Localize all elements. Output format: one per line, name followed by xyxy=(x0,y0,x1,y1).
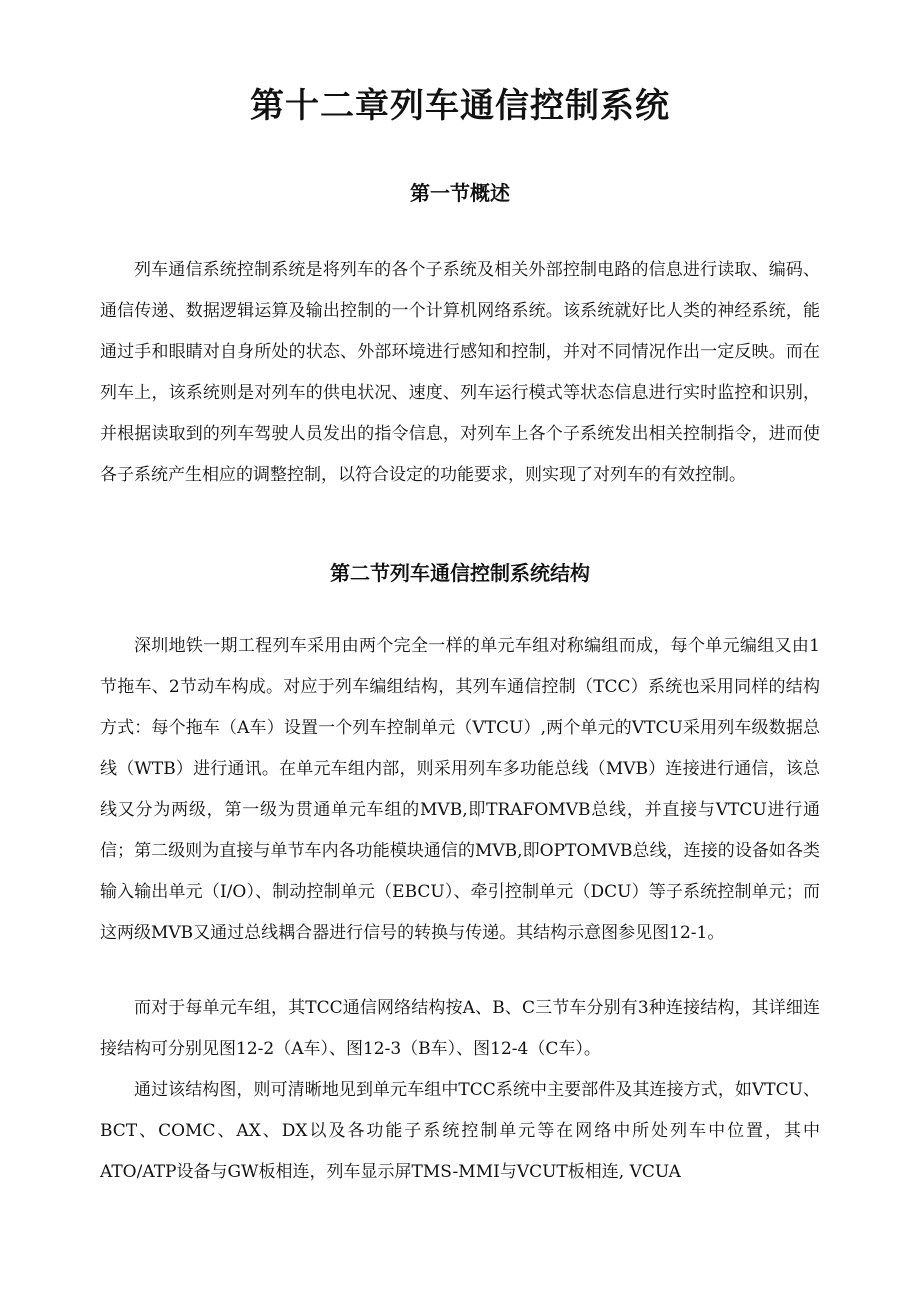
overview-paragraph: 列车通信系统控制系统是将列车的各个子系统及相关外部控制电路的信息进行读取、编码、通信传递、数据逻辑运算及输出控制的一个计算机网络系统。该系统就好比人类的神经系统，能通过手和眼睛对自身所处的状态、外部环境进行感知和控制，并对不同情况作出一定反映。而在列车上，该系统则是对列车的供电状况、速度、列车运行模式等状态信息进行实时监控和识别，并根据读取到的列车驾驶人员发出的指令信息，对列车上各个子系统发出相关控制指令，进而使各子系统产生相应的调整控制，以符合设定的功能要求，则实现了对列车的有效控制。 xyxy=(100,260,820,485)
structure-paragraph-1: 深圳地铁一期工程列车采用由两个完全一样的单元车组对称编组而成，每个单元编组又由1节拖车、2节动车构成。对应于列车编组结构，其列车通信控制（TCC）系统也采用同样的结构方式：每个拖车（A车）设置一个列车控制单元（VTCU）,两个单元的VTCU采用列车级数据总线（WTB）进行通讯。在单元车组内部，则采用列车多功能总线（MVB）连接进行通信，该总线又分为两级，第一级为贯通单元车组的MVB,即TRAFOMVB总线，并直接与VTCU进行通信；第二级则为直接与单节车内各功能模块通信的MVB,即OPTOMVB总线，连接的设备如各类输入输出单元（I/O）、制动控制单元（EBCU）、牵引控制单元（DCU）等子系统控制单元；而这两级MVB又通过总线耦合器进行信号的转换与传递。其结构示意图参见图12-1。 xyxy=(100,636,820,943)
structure-paragraph-3: 通过该结构图，则可清晰地见到单元车组中TCC系统中主要部件及其连接方式，如VTCU、BCT、COMC、AX、DX以及各功能子系统控制单元等在网络中所处列车中位置，其中ATO/ATP设备与GW板相连，列车显示屏TMS-MMI与VCUT板相连, VCUA xyxy=(100,1080,820,1182)
structure-paragraph-2: 而对于每单元车组，其TCC通信网络结构按A、B、C三节车分别有3种连接结构，其详细连接结构可分别见图12-2（A车）、图12-3（B车）、图12-4（C车）。 xyxy=(100,998,820,1059)
chapter-title: 第十二章列车通信控制系统 xyxy=(250,86,670,126)
section-title-structure: 第二节列车通信控制系统结构 xyxy=(330,561,590,585)
section-title-overview: 第一节概述 xyxy=(410,181,510,205)
